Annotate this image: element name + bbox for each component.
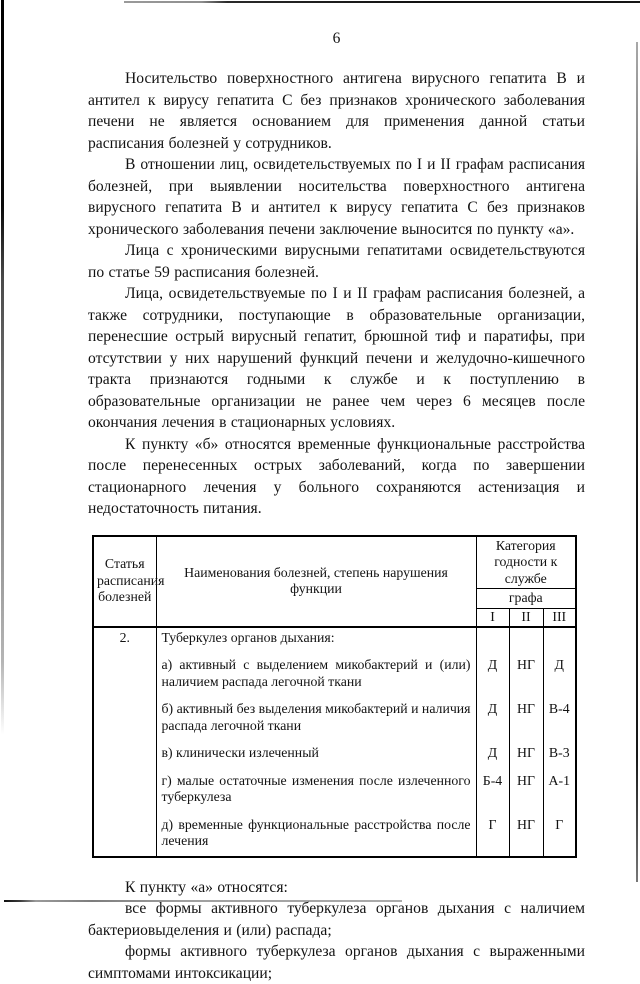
paragraph: формы активного туберкулеза органов дыхания с выраженными симптомами интоксикации;: [88, 941, 585, 984]
paragraph: все формы активного туберкулеза органов дыхания с наличием бактериовыделения и (или) распада;: [88, 898, 585, 941]
paragraph: В отношении лиц, освидетельствуемых по I и II графам расписания болезней, при выявлении носительства поверхностного антигена вирусного гепатита В и антител к вирусу гепатита С без признаков хронического заболевания печени заключение выносится по пункту «а».: [88, 154, 585, 240]
paragraph: Носительство поверхностного антигена вирусного гепатита В и антител к вирусу гепатита С без признаков хронического заболевания печени не является основанием для применения данной статьи расписания болезней у сотрудников.: [88, 68, 585, 154]
disease-item: д) временные функциональные расстройства после лечения: [156, 806, 476, 857]
header-grafa: графа: [476, 589, 576, 609]
category-value: Д: [476, 734, 509, 762]
disease-item: а) активный с выделением микобактерий и (или) наличием распада легочной ткани: [156, 646, 476, 690]
category-value: НГ: [509, 734, 543, 762]
disease-schedule-table-wrapper: [92, 535, 585, 858]
category-value: В-3: [543, 734, 576, 762]
header-grafa-2: II: [509, 608, 543, 627]
category-value: Б-4: [476, 762, 509, 806]
disease-item: б) активный без выделения микобактерий и наличия распада легочной ткани: [156, 690, 476, 734]
page-number: 6: [88, 30, 585, 48]
table-row: [93, 806, 576, 857]
disease-item: г) малые остаточные изменения после излеченного туберкулеза: [156, 762, 476, 806]
article-number: 2.: [93, 627, 156, 647]
table-row: [93, 646, 576, 690]
scan-artifact-top-line: [124, 1, 640, 3]
paragraph: Лица с хроническими вирусными гепатитами освидетельствуются по статье 59 расписания болезней.: [88, 240, 585, 283]
header-grafa-1: I: [476, 608, 509, 627]
table-row-disease-title: [93, 627, 576, 647]
disease-item: в) клинически излеченный: [156, 734, 476, 762]
category-value: Г: [543, 806, 576, 857]
category-value: Д: [476, 646, 509, 690]
category-value: НГ: [509, 690, 543, 734]
category-value: НГ: [509, 646, 543, 690]
table-row: [93, 734, 576, 762]
category-value: НГ: [509, 762, 543, 806]
table-row: [93, 762, 576, 806]
category-value: Д: [476, 690, 509, 734]
table-row: [93, 690, 576, 734]
category-value: Г: [476, 806, 509, 857]
paragraph: К пункту «б» относятся временные функциональные расстройства после перенесенных острых заболеваний, когда по завершении стационарного лечения у больного сохраняются астенизация и недостаточность питания.: [88, 434, 585, 520]
header-grafa-3: III: [543, 608, 576, 627]
header-category-column: Категория годности к службе: [476, 536, 576, 589]
paragraph: К пункту «а» относятся:: [88, 877, 585, 899]
scan-artifact-left-line: [1, 0, 4, 735]
paragraph: Лица, освидетельствуемые по I и II графам расписания болезней, а также сотрудники, поступающие в образовательные организации, перенесшие острый вирусный гепатит, брюшной тиф и паратифы, при отсутствии у них нарушений функций печени и желудочно-кишечного тракта признаются годными к службе и к поступлению в образовательные организации не ранее чем через 6 месяцев после окончания лечения в стационарных условиях.: [88, 283, 585, 434]
disease-schedule-table: [92, 535, 577, 858]
header-name-column: Наименования болезней, степень нарушения функции: [156, 536, 476, 627]
disease-title: Туберкулез органов дыхания:: [156, 627, 476, 647]
category-value: НГ: [509, 806, 543, 857]
scan-artifact-right-line: [636, 42, 638, 882]
category-value: В-4: [543, 690, 576, 734]
footer-text-block: [88, 877, 585, 984]
category-value: Д: [543, 646, 576, 690]
category-value: А-1: [543, 762, 576, 806]
document-content: [88, 30, 585, 984]
header-article-column: Статья расписания болезней: [93, 536, 156, 627]
